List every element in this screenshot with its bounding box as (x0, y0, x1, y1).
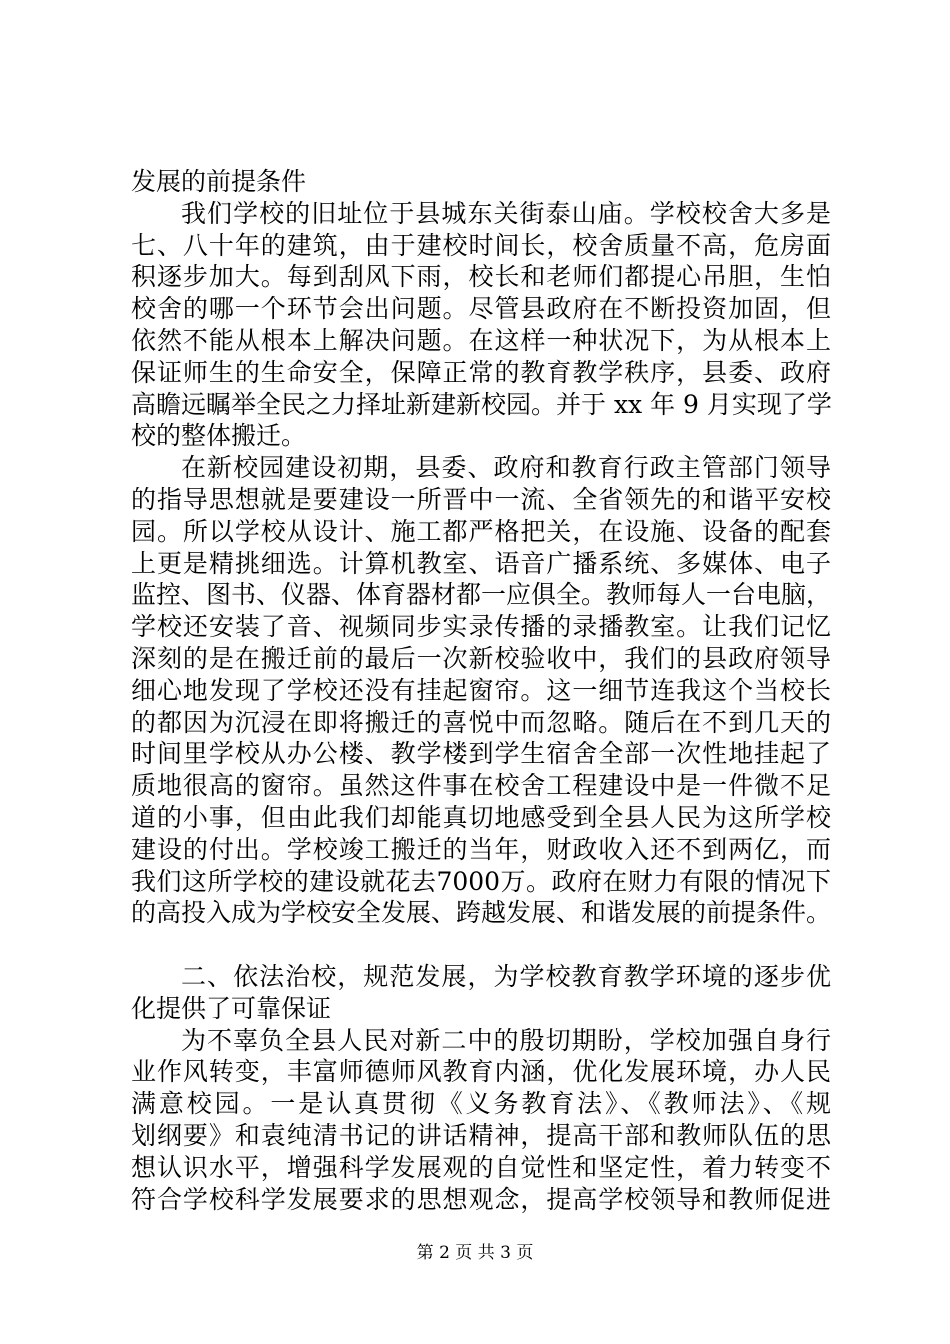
text-line: 学校还安装了音、视频同步实录传播的录播教室。让我们记忆 (131, 612, 831, 642)
document-body (131, 166, 831, 1215)
page-footer: 第 2 页 共 3 页 (416, 1243, 534, 1263)
text-line: 积逐步加大。每到刮风下雨，校长和老师们都提心吊胆，生怕 (131, 262, 831, 292)
text-line: 二、依法治校，规范发展，为学校教育教学环境的逐步优 (181, 961, 831, 991)
text-line: 在新校园建设初期，县委、政府和教育行政主管部门领导 (181, 453, 831, 483)
paragraph (131, 166, 831, 198)
text-line: 依然不能从根本上解决问题。在这样一种状况下，为从根本上 (131, 325, 831, 355)
text-line: 的指导思想就是要建设一所晋中一流、全省领先的和谐平安校 (131, 484, 831, 514)
text-line: 道的小事，但由此我们却能真切地感受到全县人民为这所学校 (131, 802, 831, 832)
paragraph (131, 1025, 831, 1216)
text-line: 的高投入成为学校安全发展、跨越发展、和谐发展的前提条件。 (131, 898, 832, 928)
text-line: 七、八十年的建筑，由于建校时间长，校舍质量不高，危房面 (131, 230, 831, 260)
paragraph (131, 198, 831, 452)
text-line: 我们这所学校的建设就花去7000万。政府在财力有限的情况下 (131, 866, 831, 896)
text-line: 业作风转变，丰富师德师风教育内涵，优化发展环境，办人民 (131, 1057, 831, 1087)
text-line: 校的整体搬迁。 (131, 421, 307, 451)
text-line: 上更是精挑细选。计算机教室、语音广播系统、多媒体、电子 (131, 548, 831, 578)
text-line: 时间里学校从办公楼、教学楼到学生宿舍全部一次性地挂起了 (131, 739, 831, 769)
paragraph-gap (131, 929, 831, 961)
text-line: 保证师生的生命安全，保障正常的教育教学秩序，县委、政府 (131, 357, 831, 387)
text-line: 化提供了可靠保证 (131, 993, 332, 1023)
text-line: 满意校园。一是认真贯彻《义务教育法》、《教师法》、《规 (131, 1089, 831, 1119)
text-line: 高瞻远瞩举全民之力择址新建新校园。并于 xx 年 9 月实现了学 (131, 389, 832, 419)
text-line: 的都因为沉浸在即将搬迁的喜悦中而忽略。随后在不到几天的 (131, 707, 831, 737)
paragraph (131, 961, 831, 1025)
paragraph (131, 452, 831, 929)
text-line: 质地很高的窗帘。虽然这件事在校舍工程建设中是一件微不足 (131, 771, 831, 801)
text-line: 想认识水平，增强科学发展观的自觉性和坚定性，着力转变不 (131, 1152, 831, 1182)
text-line: 深刻的是在搬迁前的最后一次新校验收中，我们的县政府领导 (131, 643, 831, 673)
text-line: 细心地发现了学校还没有挂起窗帘。这一细节连我这个当校长 (131, 675, 831, 705)
text-line: 校舍的哪一个环节会出问题。尽管县政府在不断投资加固，但 (131, 294, 831, 324)
text-line: 符合学校科学发展要求的思想观念，提高学校领导和教师促进 (131, 1184, 831, 1214)
text-line: 划纲要》和袁纯清书记的讲话精神，提高干部和教师队伍的思 (131, 1120, 831, 1150)
text-line: 建设的付出。学校竣工搬迁的当年，财政收入还不到两亿，而 (131, 834, 831, 864)
text-line: 园。所以学校从设计、施工都严格把关，在设施、设备的配套 (131, 516, 831, 546)
text-line: 监控、图书、仪器、体育器材都一应俱全。教师每人一台电脑， (131, 580, 832, 610)
text-line: 发展的前提条件 (131, 167, 307, 196)
text-line: 我们学校的旧址位于县城东关街泰山庙。学校校舍大多是 (181, 198, 831, 228)
text-line: 为不辜负全县人民对新二中的殷切期盼，学校加强自身行 (181, 1025, 831, 1055)
